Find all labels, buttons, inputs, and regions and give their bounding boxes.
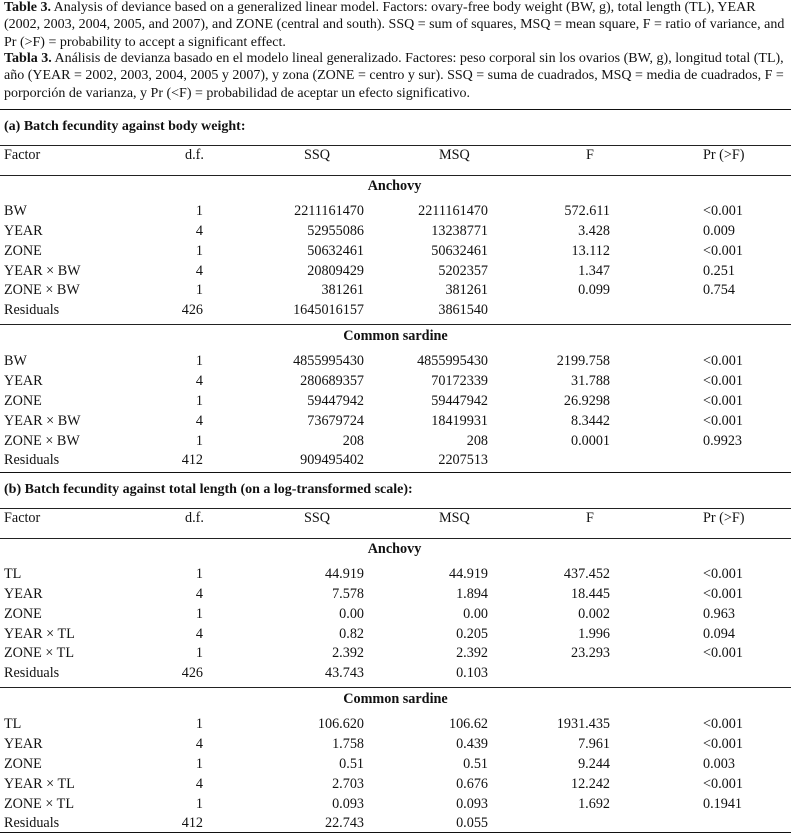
cell-msq: 44.919 bbox=[448, 566, 488, 582]
table-header-row bbox=[0, 146, 791, 166]
cell-ssq: 0.00 bbox=[339, 605, 364, 622]
cell-ssq: 208 bbox=[342, 432, 364, 449]
table-row bbox=[0, 664, 791, 684]
cell-msq: 0.093 bbox=[456, 795, 488, 812]
table-row bbox=[0, 644, 791, 664]
table-rule bbox=[0, 324, 791, 325]
cell-f-value: 8.3442 bbox=[570, 412, 610, 429]
cell-factor: ZONE × BW bbox=[4, 432, 80, 449]
cell-ssq: 0.093 bbox=[332, 795, 364, 812]
cell-df: 1 bbox=[195, 432, 203, 449]
cell-f-value: 437.452 bbox=[563, 566, 610, 582]
table-row bbox=[0, 412, 791, 432]
cell-f-value: 3.428 bbox=[578, 222, 610, 239]
cell-f-value: 18.445 bbox=[570, 585, 610, 602]
cell-factor: YEAR × BW bbox=[4, 412, 81, 429]
cell-df: 1 bbox=[195, 282, 203, 299]
header-df: d.f. bbox=[185, 147, 204, 163]
cell-p-value: 0.009 bbox=[703, 222, 735, 239]
table-rule bbox=[0, 538, 791, 539]
header-p-value: Pr (>F) bbox=[703, 147, 745, 163]
cell-f-value: 7.961 bbox=[578, 735, 610, 752]
table-row bbox=[0, 301, 791, 321]
table-row bbox=[0, 585, 791, 605]
cell-msq: 4855995430 bbox=[417, 353, 488, 370]
cell-msq: 106.62 bbox=[448, 716, 488, 733]
cell-p-value: <0.001 bbox=[703, 775, 743, 792]
header-p-value: Pr (>F) bbox=[703, 510, 745, 526]
cell-factor: YEAR × TL bbox=[4, 625, 75, 642]
cell-msq: 381261 bbox=[445, 282, 488, 299]
cell-ssq: 2.392 bbox=[332, 645, 364, 662]
cell-p-value: <0.001 bbox=[703, 566, 743, 582]
table-row bbox=[0, 755, 791, 775]
header-msq: MSQ bbox=[439, 147, 470, 163]
table-row bbox=[0, 352, 791, 372]
cell-df: 4 bbox=[195, 585, 203, 602]
cell-msq: 59447942 bbox=[431, 392, 488, 409]
cell-msq: 3861540 bbox=[438, 302, 488, 319]
cell-df: 4 bbox=[195, 222, 203, 239]
header-factor: Factor bbox=[4, 147, 41, 163]
table-row bbox=[0, 222, 791, 242]
table-row bbox=[0, 565, 791, 585]
cell-ssq: 909495402 bbox=[300, 452, 364, 469]
caption-spanish-label: Tabla 3. bbox=[4, 51, 52, 66]
cell-f-value: 1931.435 bbox=[556, 716, 610, 733]
cell-factor: ZONE bbox=[4, 755, 42, 772]
cell-p-value: 0.251 bbox=[703, 262, 735, 279]
table-row bbox=[0, 795, 791, 815]
cell-ssq: 381261 bbox=[321, 282, 364, 299]
cell-p-value: <0.001 bbox=[703, 412, 743, 429]
cell-df: 1 bbox=[195, 242, 203, 259]
cell-f-value: 0.099 bbox=[578, 282, 610, 299]
cell-df: 1 bbox=[195, 566, 203, 582]
cell-df: 1 bbox=[195, 203, 203, 219]
cell-f-value: 9.244 bbox=[578, 755, 610, 772]
cell-msq: 2211161470 bbox=[418, 203, 488, 219]
cell-df: 4 bbox=[195, 372, 203, 389]
cell-p-value: <0.001 bbox=[703, 203, 743, 219]
table-rule bbox=[0, 175, 791, 176]
cell-f-value: 13.112 bbox=[571, 242, 610, 259]
cell-factor: ZONE × TL bbox=[4, 795, 74, 812]
cell-ssq: 1.758 bbox=[332, 735, 364, 752]
cell-f-value: 23.293 bbox=[570, 645, 610, 662]
table-row bbox=[0, 202, 791, 222]
table-row bbox=[0, 281, 791, 301]
table-row bbox=[0, 625, 791, 645]
cell-p-value: <0.001 bbox=[703, 716, 743, 733]
section-title: (b) Batch fecundity against total length (on a log-transformed scale): bbox=[4, 482, 413, 497]
cell-p-value: <0.001 bbox=[703, 242, 743, 259]
cell-f-value: 572.611 bbox=[564, 203, 610, 219]
cell-ssq: 1645016157 bbox=[293, 302, 364, 319]
cell-ssq: 43.743 bbox=[324, 665, 364, 682]
cell-f-value: 26.9298 bbox=[563, 392, 610, 409]
cell-msq: 2207513 bbox=[438, 452, 488, 469]
cell-msq: 0.205 bbox=[456, 625, 488, 642]
cell-df: 426 bbox=[181, 302, 203, 319]
cell-ssq: 0.51 bbox=[339, 755, 364, 772]
table-header-row bbox=[0, 509, 791, 529]
cell-factor: YEAR × TL bbox=[4, 775, 75, 792]
cell-factor: ZONE bbox=[4, 605, 42, 622]
table-rule bbox=[0, 832, 791, 833]
cell-ssq: 2211161470 bbox=[294, 203, 364, 219]
cell-factor: BW bbox=[4, 353, 27, 370]
section-title: (a) Batch fecundity against body weight: bbox=[4, 119, 246, 134]
cell-msq: 50632461 bbox=[431, 242, 488, 259]
cell-factor: TL bbox=[4, 566, 22, 582]
cell-p-value: <0.001 bbox=[703, 392, 743, 409]
caption-spanish-text: Análisis de devianza basado en el modelo lineal generalizado. Factores: peso corporal sin los ovarios (BW, g), longitud total (TL), año (YEAR = 2002, 2003, 2004, 2005 y 2007), y zona (ZONE = centro y sur). SSQ = suma de cuadrados, MSQ = media de cuadrados, F = porporción de varianza, y Pr (<F) = probabilidad de aceptar un efecto significativo. bbox=[4, 51, 784, 101]
cell-factor: Residuals bbox=[4, 452, 60, 469]
cell-ssq: 50632461 bbox=[307, 242, 364, 259]
cell-df: 412 bbox=[181, 452, 203, 469]
cell-factor: YEAR bbox=[4, 735, 43, 752]
cell-f-value: 2199.758 bbox=[556, 353, 610, 370]
cell-df: 1 bbox=[195, 605, 203, 622]
cell-p-value: <0.001 bbox=[703, 353, 743, 370]
cell-factor: YEAR × BW bbox=[4, 262, 81, 279]
cell-ssq: 7.578 bbox=[332, 585, 364, 602]
group-name: Anchovy bbox=[367, 541, 422, 557]
cell-factor: ZONE bbox=[4, 242, 42, 259]
header-f-value: F bbox=[586, 510, 594, 526]
cell-df: 1 bbox=[195, 795, 203, 812]
cell-f-value: 0.0001 bbox=[570, 432, 610, 449]
header-factor: Factor bbox=[4, 510, 41, 526]
cell-msq: 0.51 bbox=[463, 755, 488, 772]
cell-msq: 1.894 bbox=[456, 585, 488, 602]
table-rule bbox=[0, 687, 791, 688]
cell-factor: ZONE × TL bbox=[4, 645, 74, 662]
cell-df: 1 bbox=[195, 392, 203, 409]
header-df: d.f. bbox=[185, 510, 204, 526]
cell-msq: 5202357 bbox=[438, 262, 488, 279]
caption-spanish bbox=[4, 50, 786, 102]
cell-ssq: 22.743 bbox=[324, 815, 364, 832]
cell-factor: BW bbox=[4, 203, 27, 219]
table-row bbox=[0, 392, 791, 412]
cell-p-value: 0.754 bbox=[703, 282, 735, 299]
cell-p-value: <0.001 bbox=[703, 735, 743, 752]
header-ssq: SSQ bbox=[304, 510, 331, 526]
cell-msq: 0.439 bbox=[456, 735, 488, 752]
caption-english bbox=[4, 0, 786, 51]
cell-df: 1 bbox=[195, 755, 203, 772]
cell-df: 4 bbox=[195, 625, 203, 642]
cell-ssq: 106.620 bbox=[317, 716, 364, 733]
cell-msq: 0.676 bbox=[456, 775, 488, 792]
cell-msq: 18419931 bbox=[431, 412, 488, 429]
table-row bbox=[0, 451, 791, 471]
group-name: Anchovy bbox=[367, 178, 422, 194]
cell-msq: 0.00 bbox=[463, 605, 488, 622]
caption-english-label: Table 3. bbox=[4, 0, 51, 15]
group-title bbox=[0, 178, 791, 195]
cell-ssq: 20809429 bbox=[307, 262, 364, 279]
header-ssq: SSQ bbox=[304, 147, 331, 163]
cell-p-value: 0.003 bbox=[703, 755, 735, 772]
cell-msq: 2.392 bbox=[456, 645, 488, 662]
cell-ssq: 52955086 bbox=[307, 222, 364, 239]
cell-factor: YEAR bbox=[4, 222, 43, 239]
table-row bbox=[0, 605, 791, 625]
cell-f-value: 0.002 bbox=[578, 605, 610, 622]
group-title bbox=[0, 541, 791, 558]
group-title bbox=[0, 328, 791, 345]
cell-p-value: <0.001 bbox=[703, 645, 743, 662]
cell-ssq: 59447942 bbox=[307, 392, 364, 409]
cell-df: 4 bbox=[195, 735, 203, 752]
cell-factor: YEAR bbox=[4, 585, 43, 602]
cell-msq: 13238771 bbox=[431, 222, 488, 239]
cell-factor: YEAR bbox=[4, 372, 43, 389]
group-name: Common sardine bbox=[343, 328, 448, 345]
cell-df: 4 bbox=[195, 412, 203, 429]
cell-msq: 0.103 bbox=[456, 665, 488, 682]
cell-ssq: 280689357 bbox=[300, 372, 364, 389]
cell-ssq: 73679724 bbox=[307, 412, 364, 429]
cell-factor: Residuals bbox=[4, 302, 60, 319]
cell-f-value: 1.692 bbox=[578, 795, 610, 812]
cell-factor: TL bbox=[4, 716, 22, 733]
cell-msq: 0.055 bbox=[456, 815, 488, 832]
cell-df: 426 bbox=[181, 665, 203, 682]
cell-factor: ZONE × BW bbox=[4, 282, 80, 299]
cell-factor: Residuals bbox=[4, 665, 60, 682]
cell-ssq: 2.703 bbox=[332, 775, 364, 792]
cell-df: 1 bbox=[195, 353, 203, 370]
cell-msq: 208 bbox=[466, 432, 488, 449]
cell-p-value: 0.9923 bbox=[703, 432, 743, 449]
table-row bbox=[0, 432, 791, 452]
group-name: Common sardine bbox=[343, 691, 448, 708]
table-rule bbox=[0, 472, 791, 473]
table-row bbox=[0, 775, 791, 795]
cell-f-value: 31.788 bbox=[570, 372, 610, 389]
header-msq: MSQ bbox=[439, 510, 470, 526]
cell-df: 4 bbox=[195, 262, 203, 279]
cell-p-value: <0.001 bbox=[703, 585, 743, 602]
table-rule bbox=[0, 109, 791, 110]
table-row bbox=[0, 715, 791, 735]
caption-english-text: Analysis of deviance based on a generalized linear model. Factors: ovary-free body weight (BW, g), total length (TL), YEAR (2002, 2003, 2004, 2005, and 2007), and ZONE (central and south). SSQ = sum of squares, MSQ = mean square, F = ratio of variance, and Pr (>F) = probability to accept a significant effect. bbox=[4, 0, 785, 50]
table-row bbox=[0, 372, 791, 392]
cell-df: 412 bbox=[181, 815, 203, 832]
cell-msq: 70172339 bbox=[431, 372, 488, 389]
cell-p-value: 0.963 bbox=[703, 605, 735, 622]
cell-ssq: 44.919 bbox=[324, 566, 364, 582]
cell-factor: ZONE bbox=[4, 392, 42, 409]
cell-df: 1 bbox=[195, 716, 203, 733]
table-row bbox=[0, 262, 791, 282]
cell-factor: Residuals bbox=[4, 815, 60, 832]
cell-f-value: 1.996 bbox=[578, 625, 610, 642]
group-title bbox=[0, 691, 791, 708]
cell-df: 4 bbox=[195, 775, 203, 792]
cell-p-value: 0.094 bbox=[703, 625, 735, 642]
cell-ssq: 0.82 bbox=[339, 625, 364, 642]
cell-df: 1 bbox=[195, 645, 203, 662]
cell-p-value: <0.001 bbox=[703, 372, 743, 389]
header-f-value: F bbox=[586, 147, 594, 163]
table-row bbox=[0, 735, 791, 755]
cell-f-value: 12.242 bbox=[570, 775, 610, 792]
table-row bbox=[0, 242, 791, 262]
cell-f-value: 1.347 bbox=[578, 262, 610, 279]
cell-p-value: 0.1941 bbox=[703, 795, 743, 812]
cell-ssq: 4855995430 bbox=[293, 353, 364, 370]
